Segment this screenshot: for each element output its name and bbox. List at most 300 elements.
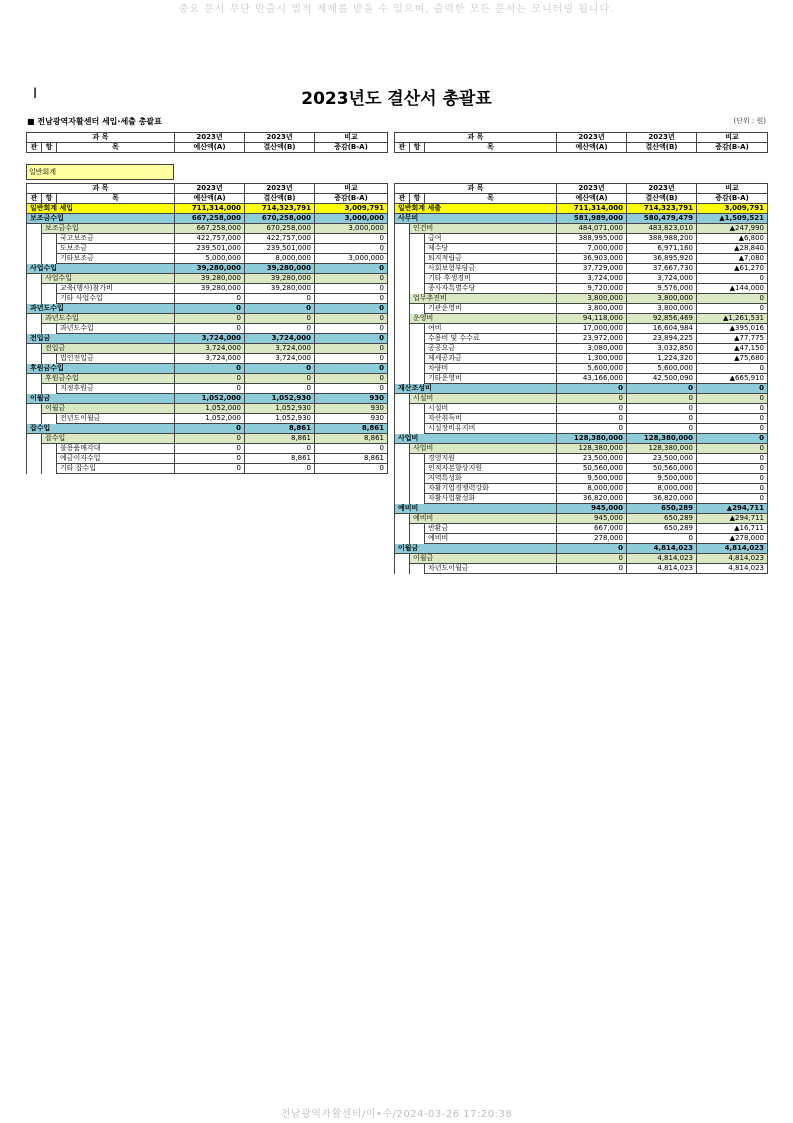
settle-header: 결산액(B) xyxy=(245,194,315,204)
account-name: 사회보험부담금 xyxy=(425,264,557,274)
indent-cell xyxy=(410,304,425,314)
difference-amount: 3,000,000 xyxy=(315,214,388,224)
difference-amount: 3,000,000 xyxy=(315,224,388,234)
account-name: 지역특성화 xyxy=(425,474,557,484)
budget-amount: 3,724,000 xyxy=(557,274,627,284)
difference-amount: 4,814,023 xyxy=(697,554,768,564)
settlement-amount: 422,757,000 xyxy=(245,234,315,244)
account-name: 자활기업경쟁력강화 xyxy=(425,484,557,494)
difference-amount: ▲278,000 xyxy=(697,534,768,544)
indent-cell xyxy=(395,294,410,304)
indent-cell xyxy=(42,464,57,474)
table-row xyxy=(395,354,768,364)
budget-amount: 0 xyxy=(557,424,627,434)
difference-amount: 930 xyxy=(315,404,388,414)
table-row xyxy=(395,334,768,344)
indent-cell xyxy=(395,464,410,474)
table-row xyxy=(27,314,388,324)
settle-header: 결산액(B) xyxy=(627,143,697,153)
table-row xyxy=(27,434,388,444)
indent-cell xyxy=(395,404,410,414)
table-row xyxy=(395,294,768,304)
mok-header: 목 xyxy=(425,194,557,204)
settlement-amount: 23,500,000 xyxy=(627,454,697,464)
account-name: 이월금 xyxy=(27,394,175,404)
indent-cell xyxy=(27,244,42,254)
settlement-amount: 4,814,023 xyxy=(627,564,697,574)
difference-amount: 0 xyxy=(315,274,388,284)
table-row xyxy=(395,494,768,504)
year-header: 2023년 xyxy=(175,133,245,143)
account-name: 예비비 xyxy=(410,514,557,524)
indent-cell xyxy=(395,224,410,234)
difference-amount: 0 xyxy=(697,434,768,444)
account-name: 예금이자수입 xyxy=(57,454,175,464)
difference-amount: 3,000,000 xyxy=(315,254,388,264)
budget-amount: 43,166,000 xyxy=(557,374,627,384)
budget-amount: 36,903,000 xyxy=(557,254,627,264)
account-name: 인건비 xyxy=(410,224,557,234)
table-row xyxy=(27,384,388,394)
difference-amount: ▲75,680 xyxy=(697,354,768,364)
table-row xyxy=(27,204,388,214)
table-row xyxy=(395,344,768,354)
settlement-amount: 39,280,000 xyxy=(245,284,315,294)
table-row xyxy=(395,474,768,484)
budget-amount: 0 xyxy=(175,384,245,394)
difference-amount: 8,861 xyxy=(315,434,388,444)
settlement-amount: 0 xyxy=(245,384,315,394)
difference-amount: 0 xyxy=(315,294,388,304)
budget-header: 예산액(A) xyxy=(557,143,627,153)
indent-cell xyxy=(410,454,425,464)
table-row xyxy=(27,464,388,474)
indent-cell xyxy=(410,474,425,484)
account-name: 기타 잡수입 xyxy=(57,464,175,474)
difference-amount: 0 xyxy=(697,444,768,454)
indent-cell xyxy=(42,384,57,394)
difference-amount: 0 xyxy=(697,274,768,284)
indent-cell xyxy=(42,444,57,454)
indent-cell xyxy=(395,534,410,544)
indent-cell xyxy=(410,254,425,264)
indent-cell xyxy=(410,524,425,534)
expense-top-header xyxy=(394,132,768,153)
settlement-amount: 39,280,000 xyxy=(245,264,315,274)
account-name: 경영지원 xyxy=(425,454,557,464)
difference-amount: 0 xyxy=(697,394,768,404)
difference-amount: ▲1,509,521 xyxy=(697,214,768,224)
account-name: 기타운영비 xyxy=(425,374,557,384)
table-row xyxy=(27,254,388,264)
settlement-amount: 16,604,984 xyxy=(627,324,697,334)
indent-cell xyxy=(42,254,57,264)
year-header: 2023년 xyxy=(557,184,627,194)
indent-cell xyxy=(410,324,425,334)
budget-amount: 9,500,000 xyxy=(557,474,627,484)
account-name: 제세공과금 xyxy=(425,354,557,364)
difference-amount: ▲294,711 xyxy=(697,504,768,514)
fund-label-row xyxy=(26,164,174,180)
budget-amount: 0 xyxy=(175,464,245,474)
difference-amount: ▲294,711 xyxy=(697,514,768,524)
unit-label: (단위 : 원) xyxy=(733,117,766,125)
indent-cell xyxy=(395,514,410,524)
budget-amount: 667,000 xyxy=(557,524,627,534)
table-row xyxy=(27,374,388,384)
settlement-amount: 39,280,000 xyxy=(245,274,315,284)
budget-amount: 711,314,000 xyxy=(557,204,627,214)
subject-header: 과 목 xyxy=(27,133,175,143)
account-name: 운영비 xyxy=(410,314,557,324)
year-header: 2023년 xyxy=(627,133,697,143)
difference-amount: 8,861 xyxy=(315,454,388,464)
table-row xyxy=(395,214,768,224)
difference-amount: 0 xyxy=(315,264,388,274)
table-row xyxy=(395,464,768,474)
settlement-amount: 128,380,000 xyxy=(627,434,697,444)
indent-cell xyxy=(27,444,42,454)
indent-cell xyxy=(395,364,410,374)
table-row xyxy=(27,214,388,224)
budget-amount: 36,820,000 xyxy=(557,494,627,504)
table-row xyxy=(395,244,768,254)
table-row xyxy=(27,354,388,364)
indent-cell xyxy=(410,334,425,344)
table-row xyxy=(27,234,388,244)
difference-amount: 8,861 xyxy=(315,424,388,434)
account-name: 공공요금 xyxy=(425,344,557,354)
settlement-amount: 0 xyxy=(627,404,697,414)
budget-amount: 37,729,000 xyxy=(557,264,627,274)
table-subtitle: ■ 전남광역자활센터 세입·세출 총괄표 xyxy=(27,117,162,126)
difference-amount: ▲1,261,531 xyxy=(697,314,768,324)
indent-cell xyxy=(395,344,410,354)
settlement-amount: 8,861 xyxy=(245,454,315,464)
budget-amount: 5,600,000 xyxy=(557,364,627,374)
settlement-amount: 0 xyxy=(245,464,315,474)
compare-header: 비교 xyxy=(697,184,768,194)
settlement-amount: 36,820,000 xyxy=(627,494,697,504)
expense-table xyxy=(394,183,768,574)
indent-cell xyxy=(27,254,42,264)
table-row xyxy=(27,304,388,314)
year-header: 2023년 xyxy=(627,184,697,194)
table-row xyxy=(27,324,388,334)
table-row xyxy=(27,414,388,424)
indent-cell xyxy=(395,254,410,264)
indent-cell xyxy=(27,434,42,444)
difference-amount: 4,814,023 xyxy=(697,544,768,554)
budget-amount: 0 xyxy=(557,404,627,414)
indent-cell xyxy=(395,234,410,244)
indent-cell xyxy=(395,264,410,274)
account-name: 이월금 xyxy=(395,544,557,554)
budget-amount: 17,000,000 xyxy=(557,324,627,334)
table-row xyxy=(395,484,768,494)
hang-header: 항 xyxy=(410,194,425,204)
account-name: 기타 후생경비 xyxy=(425,274,557,284)
difference-amount: 0 xyxy=(697,484,768,494)
settlement-amount: 0 xyxy=(245,444,315,454)
indent-cell xyxy=(410,424,425,434)
settlement-amount: 4,814,023 xyxy=(627,544,697,554)
table-row xyxy=(27,244,388,254)
subject-header: 과 목 xyxy=(395,184,557,194)
budget-amount: 5,000,000 xyxy=(175,254,245,264)
difference-amount: 0 xyxy=(697,364,768,374)
budget-amount: 1,300,000 xyxy=(557,354,627,364)
table-row xyxy=(395,324,768,334)
account-name: 차량비 xyxy=(425,364,557,374)
budget-amount: 50,560,000 xyxy=(557,464,627,474)
budget-amount: 0 xyxy=(557,554,627,564)
settlement-amount: 3,724,000 xyxy=(245,354,315,364)
budget-amount: 239,501,000 xyxy=(175,244,245,254)
account-name: 전입금 xyxy=(42,344,175,354)
table-row xyxy=(27,444,388,454)
year-header: 2023년 xyxy=(175,184,245,194)
indent-cell xyxy=(410,534,425,544)
budget-amount: 388,995,000 xyxy=(557,234,627,244)
difference-amount: 0 xyxy=(315,314,388,324)
account-name: 이월금 xyxy=(410,554,557,564)
table-row xyxy=(395,264,768,274)
year-header: 2023년 xyxy=(557,133,627,143)
account-name: 교육(행사)참가비 xyxy=(57,284,175,294)
table-row xyxy=(395,534,768,544)
budget-amount: 0 xyxy=(175,454,245,464)
account-name: 과년도수입 xyxy=(57,324,175,334)
budget-amount: 3,080,000 xyxy=(557,344,627,354)
revenue-table xyxy=(26,183,388,474)
indent-cell xyxy=(42,244,57,254)
difference-amount: 0 xyxy=(315,244,388,254)
account-name: 사업비 xyxy=(395,434,557,444)
account-name: 전입금 xyxy=(27,334,175,344)
budget-amount: 3,800,000 xyxy=(557,304,627,314)
settlement-amount: 714,323,791 xyxy=(245,204,315,214)
indent-cell xyxy=(395,334,410,344)
settlement-amount: 8,861 xyxy=(245,434,315,444)
table-row xyxy=(395,454,768,464)
difference-amount: 0 xyxy=(315,234,388,244)
budget-amount: 23,500,000 xyxy=(557,454,627,464)
account-name: 법인전입금 xyxy=(57,354,175,364)
settlement-amount: 8,000,000 xyxy=(627,484,697,494)
difference-amount: 3,009,791 xyxy=(315,204,388,214)
indent-cell xyxy=(27,404,42,414)
indent-cell xyxy=(395,274,410,284)
settlement-amount: 483,823,010 xyxy=(627,224,697,234)
indent-cell xyxy=(410,564,425,574)
settlement-amount: 42,500,090 xyxy=(627,374,697,384)
indent-cell xyxy=(27,324,42,334)
table-row xyxy=(395,374,768,384)
settlement-amount: 128,380,000 xyxy=(627,444,697,454)
settlement-amount: 5,600,000 xyxy=(627,364,697,374)
table-row xyxy=(395,254,768,264)
settlement-amount: 239,501,000 xyxy=(245,244,315,254)
table-row xyxy=(395,204,768,214)
subject-header: 과 목 xyxy=(395,133,557,143)
budget-amount: 0 xyxy=(557,564,627,574)
account-name: 업무추진비 xyxy=(410,294,557,304)
settlement-amount: 9,500,000 xyxy=(627,474,697,484)
account-name: 차년도이월금 xyxy=(425,564,557,574)
settlement-amount: 1,052,930 xyxy=(245,404,315,414)
gwan-header: 관 xyxy=(27,194,42,204)
account-name: 지정후원금 xyxy=(57,384,175,394)
budget-amount: 39,280,000 xyxy=(175,264,245,274)
account-name: 기관운영비 xyxy=(425,304,557,314)
settlement-amount: 3,800,000 xyxy=(627,294,697,304)
budget-amount: 0 xyxy=(557,394,627,404)
settlement-amount: 0 xyxy=(245,314,315,324)
indent-cell xyxy=(410,364,425,374)
budget-amount: 0 xyxy=(175,424,245,434)
settlement-amount: 0 xyxy=(245,374,315,384)
fund-label: 일반회계 xyxy=(27,165,174,180)
table-row xyxy=(27,344,388,354)
budget-amount: 1,052,000 xyxy=(175,414,245,424)
account-name: 사업수입 xyxy=(42,274,175,284)
account-name: 잡수입 xyxy=(27,424,175,434)
table-row xyxy=(395,564,768,574)
indent-cell xyxy=(395,314,410,324)
difference-amount: ▲6,800 xyxy=(697,234,768,244)
indent-cell xyxy=(395,424,410,434)
budget-amount: 0 xyxy=(557,414,627,424)
settlement-amount: 0 xyxy=(245,324,315,334)
budget-amount: 1,052,000 xyxy=(175,404,245,414)
table-row xyxy=(395,304,768,314)
difference-amount: 0 xyxy=(697,474,768,484)
budget-amount: 0 xyxy=(175,434,245,444)
indent-cell xyxy=(27,464,42,474)
indent-cell xyxy=(395,374,410,384)
indent-cell xyxy=(410,404,425,414)
revenue-top-header xyxy=(26,132,388,153)
indent-cell xyxy=(395,394,410,404)
indent-cell xyxy=(395,554,410,564)
indent-cell xyxy=(27,314,42,324)
settle-header: 결산액(B) xyxy=(627,194,697,204)
indent-cell xyxy=(27,344,42,354)
account-name: 보조금수입 xyxy=(27,214,175,224)
indent-cell xyxy=(42,234,57,244)
settlement-amount: 36,895,920 xyxy=(627,254,697,264)
difference-amount: 0 xyxy=(315,364,388,374)
diff-header: 증감(B-A) xyxy=(315,143,388,153)
settlement-amount: 650,289 xyxy=(627,514,697,524)
table-row xyxy=(27,424,388,434)
watermark-text: 중요 문서 무단 반출시 법적 제재를 받을 수 있으며, 출력한 모든 문서는 모니터링 됩니다. xyxy=(178,4,615,15)
settlement-amount: 23,894,225 xyxy=(627,334,697,344)
difference-amount: 930 xyxy=(315,414,388,424)
table-row xyxy=(395,284,768,294)
indent-cell xyxy=(42,284,57,294)
table-row xyxy=(395,544,768,554)
hang-header: 항 xyxy=(42,194,57,204)
difference-amount: ▲144,000 xyxy=(697,284,768,294)
budget-amount: 3,724,000 xyxy=(175,334,245,344)
difference-amount: 930 xyxy=(315,394,388,404)
settlement-amount: 0 xyxy=(627,394,697,404)
mok-header: 목 xyxy=(425,143,557,153)
difference-amount: ▲395,016 xyxy=(697,324,768,334)
difference-amount: ▲16,711 xyxy=(697,524,768,534)
settlement-amount: 37,667,730 xyxy=(627,264,697,274)
settlement-amount: 714,323,791 xyxy=(627,204,697,214)
account-name: 사업수입 xyxy=(27,264,175,274)
compare-header: 비교 xyxy=(697,133,768,143)
budget-amount: 3,724,000 xyxy=(175,344,245,354)
section-marker: I xyxy=(33,86,38,102)
indent-cell xyxy=(410,244,425,254)
compare-header: 비교 xyxy=(315,133,388,143)
indent-cell xyxy=(395,454,410,464)
budget-amount: 0 xyxy=(557,384,627,394)
gwan-header: 관 xyxy=(395,194,410,204)
difference-amount: 0 xyxy=(315,354,388,364)
subject-header: 과 목 xyxy=(27,184,175,194)
budget-amount: 128,380,000 xyxy=(557,434,627,444)
indent-cell xyxy=(410,284,425,294)
indent-cell xyxy=(42,454,57,464)
account-name: 국고보조금 xyxy=(57,234,175,244)
budget-amount: 0 xyxy=(175,374,245,384)
table-row xyxy=(395,444,768,454)
settlement-amount: 1,052,930 xyxy=(245,394,315,404)
indent-cell xyxy=(27,374,42,384)
settlement-amount: 3,800,000 xyxy=(627,304,697,314)
settlement-amount: 8,861 xyxy=(245,424,315,434)
settlement-amount: 670,258,000 xyxy=(245,224,315,234)
indent-cell xyxy=(27,454,42,464)
settlement-amount: 650,289 xyxy=(627,524,697,534)
indent-cell xyxy=(410,464,425,474)
table-row xyxy=(395,514,768,524)
indent-cell xyxy=(27,384,42,394)
settlement-amount: 6,971,160 xyxy=(627,244,697,254)
difference-amount: 0 xyxy=(315,384,388,394)
indent-cell xyxy=(410,494,425,504)
budget-header: 예산액(A) xyxy=(175,194,245,204)
account-name: 시설장비유지비 xyxy=(425,424,557,434)
settle-header: 결산액(B) xyxy=(245,143,315,153)
indent-cell xyxy=(410,264,425,274)
indent-cell xyxy=(395,564,410,574)
budget-amount: 0 xyxy=(175,324,245,334)
settlement-amount: 1,224,320 xyxy=(627,354,697,364)
gwan-header: 관 xyxy=(395,143,410,153)
account-name: 반환금 xyxy=(425,524,557,534)
year-header: 2023년 xyxy=(245,184,315,194)
difference-amount: 0 xyxy=(315,334,388,344)
table-row xyxy=(27,284,388,294)
account-name: 후원금수입 xyxy=(27,364,175,374)
budget-amount: 3,800,000 xyxy=(557,294,627,304)
table-row xyxy=(395,394,768,404)
account-name: 불용품매각대 xyxy=(57,444,175,454)
account-name: 여비 xyxy=(425,324,557,334)
indent-cell xyxy=(410,274,425,284)
indent-cell xyxy=(42,414,57,424)
table-row xyxy=(395,384,768,394)
difference-amount: 0 xyxy=(315,324,388,334)
budget-amount: 711,314,000 xyxy=(175,204,245,214)
